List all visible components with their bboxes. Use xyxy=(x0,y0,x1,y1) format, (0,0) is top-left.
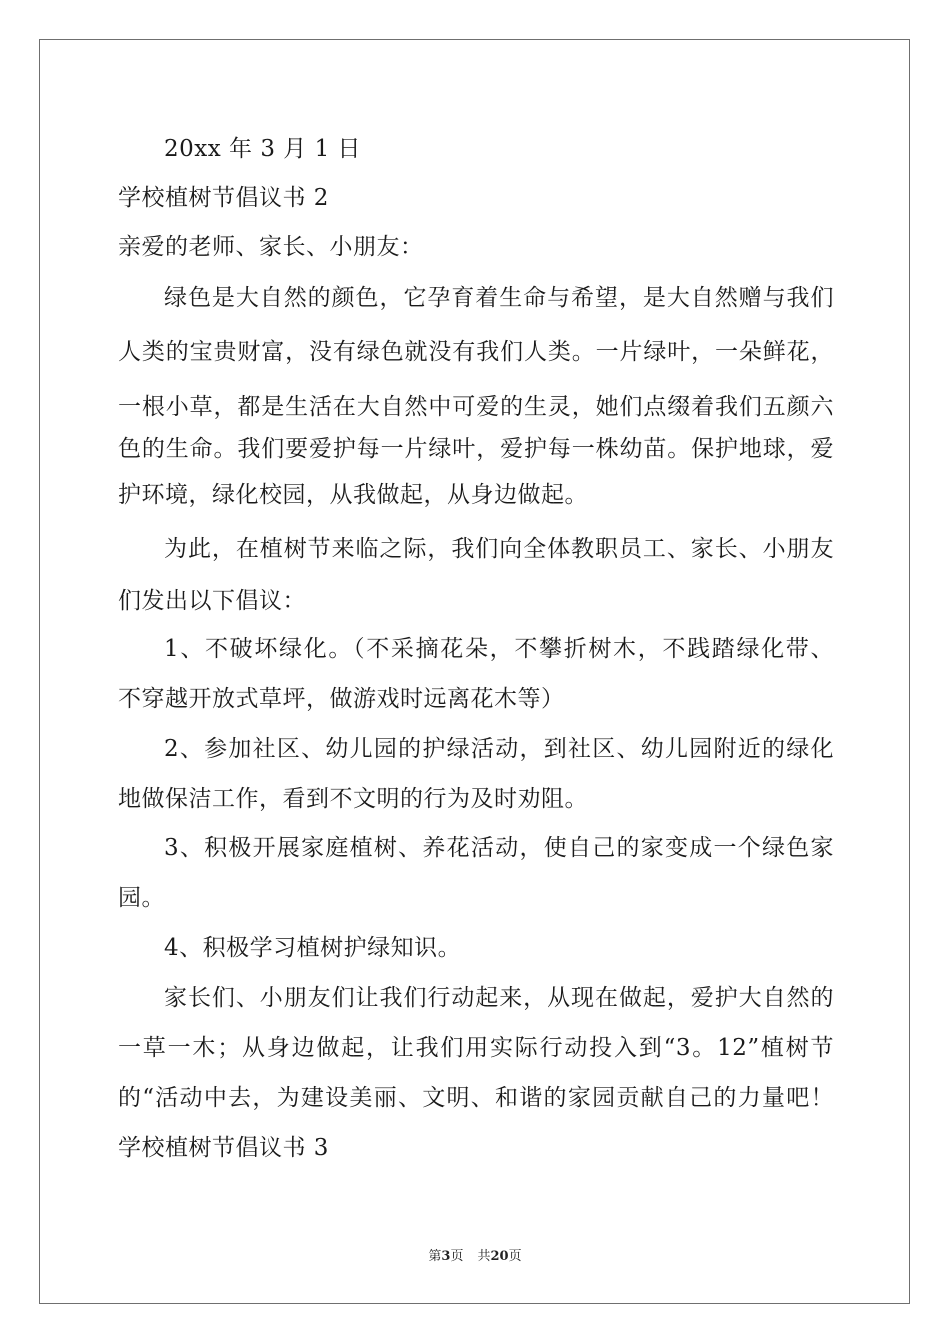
proposal-4: 4、积极学习植树护绿知识。 xyxy=(164,935,462,961)
footer-page-number: 3 xyxy=(441,1249,451,1264)
page-border xyxy=(39,39,910,1304)
footer-total-suffix: 页 xyxy=(508,1249,522,1264)
paragraph-1-line-4: 色的生命。我们要爱护每一片绿叶，爱护每一株幼苗。保护地球，爱 xyxy=(118,436,834,462)
footer-total-prefix: 共 xyxy=(477,1249,491,1264)
closing-paragraph-line-2: 一草一木；从身边做起，让我们用实际行动投入到“3。12”植树节 xyxy=(118,1035,834,1061)
section-title-3: 学校植树节倡议书 3 xyxy=(118,1135,329,1161)
footer-total-pages: 20 xyxy=(490,1249,509,1264)
date-line: 20xx 年 3 月 1 日 xyxy=(164,136,362,162)
paragraph-1-line-2: 人类的宝贵财富，没有绿色就没有我们人类。一片绿叶，一朵鲜花， xyxy=(118,339,834,365)
closing-paragraph-line-3: 的“活动中去，为建设美丽、文明、和谐的家园贡献自己的力量吧！ xyxy=(118,1085,834,1111)
footer-prefix: 第 xyxy=(428,1249,442,1264)
proposal-1-line-1: 1、不破坏绿化。（不采摘花朵，不攀折树木，不践踏绿化带、 xyxy=(164,636,834,662)
proposal-3-line-1: 3、积极开展家庭植树、养花活动，使自己的家变成一个绿色家 xyxy=(164,835,834,861)
proposal-3-line-2: 园。 xyxy=(118,885,165,911)
page-footer xyxy=(0,1248,950,1266)
paragraph-2-line-1: 为此，在植树节来临之际，我们向全体教职员工、家长、小朋友 xyxy=(164,536,834,562)
footer-page-suffix: 页 xyxy=(450,1249,464,1264)
proposal-1-line-2: 不穿越开放式草坪，做游戏时远离花木等） xyxy=(118,686,565,712)
salutation: 亲爱的老师、家长、小朋友： xyxy=(118,234,424,260)
paragraph-1-line-1: 绿色是大自然的颜色，它孕育着生命与希望，是大自然赠与我们 xyxy=(164,285,834,311)
paragraph-1-line-3: 一根小草，都是生活在大自然中可爱的生灵，她们点缀着我们五颜六 xyxy=(118,394,834,420)
proposal-2-line-2: 地做保洁工作，看到不文明的行为及时劝阻。 xyxy=(118,786,588,812)
section-title-2: 学校植树节倡议书 2 xyxy=(118,185,329,211)
proposal-2-line-1: 2、参加社区、幼儿园的护绿活动，到社区、幼儿园附近的绿化 xyxy=(164,736,834,762)
paragraph-1-line-5: 护环境，绿化校园，从我做起，从身边做起。 xyxy=(118,482,588,508)
paragraph-2-line-2: 们发出以下倡议： xyxy=(118,588,306,614)
closing-paragraph-line-1: 家长们、小朋友们让我们行动起来，从现在做起，爱护大自然的 xyxy=(164,985,834,1011)
